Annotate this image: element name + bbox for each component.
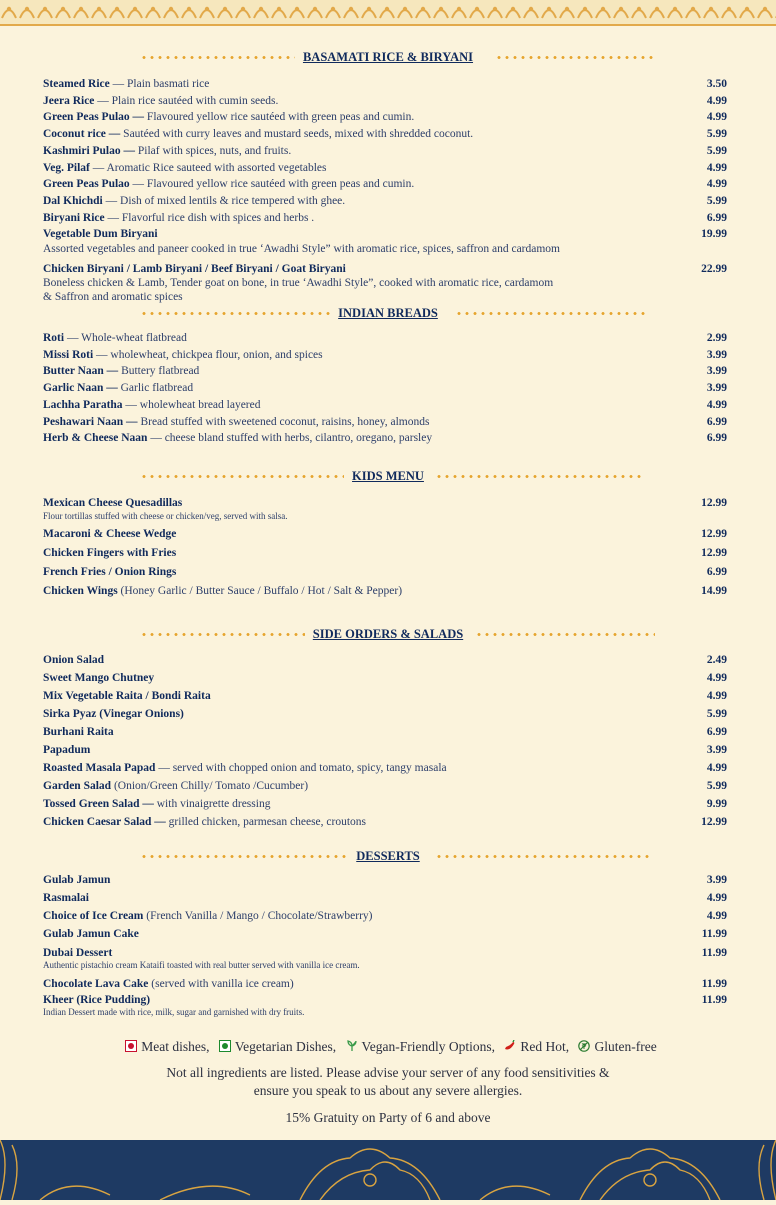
item-price: 6.99 (706, 211, 727, 224)
menu-item (43, 76, 733, 93)
menu-item (43, 363, 733, 380)
item-price: 3.50 (706, 78, 727, 90)
menu-item (43, 193, 733, 210)
item-description: Garlic flatbread (117, 382, 194, 395)
item-name: Sweet Mango Chutney (43, 672, 155, 684)
menu-item (43, 210, 733, 227)
menu-item (43, 582, 733, 601)
item-price: 6.99 (706, 415, 727, 428)
item-price: 3.99 (706, 744, 727, 756)
item-name: Coconut rice — (43, 128, 121, 141)
vegetarian-icon (219, 1040, 231, 1052)
item-price: 4.99 (706, 892, 727, 904)
item-name: Chicken Fingers with Fries (43, 547, 177, 559)
item-price: 5.99 (706, 144, 727, 157)
item-price: 4.99 (706, 398, 727, 411)
menu-item (43, 687, 733, 705)
menu-item (43, 741, 733, 759)
item-price: 2.99 (706, 332, 727, 344)
menu-item (43, 397, 733, 414)
menu-item (43, 143, 733, 160)
section-header (43, 304, 733, 322)
menu-item (43, 759, 733, 777)
item-name: Garden Salad (43, 780, 112, 792)
item-price: 6.99 (706, 726, 727, 738)
menu-item (43, 777, 733, 795)
menu-item: Vegetable Dum Biryani 19.99 Assorted vegetables and paneer cooked in true ‘Awadhi Style” with aromatic rice, spices, saffron and cardamom (43, 228, 727, 256)
item-price: 4.99 (706, 178, 727, 191)
item-name: Papadum (43, 744, 91, 756)
item-price: 12.99 (701, 547, 727, 559)
item-name: Butter Naan — (43, 365, 119, 378)
item-description: Buttery flatbread (118, 365, 200, 378)
item-name: Macaroni & Cheese Wedge (43, 528, 177, 540)
item-price: 6.99 (706, 432, 727, 445)
item-name: Steamed Rice (43, 78, 110, 90)
item-price: 4.99 (706, 910, 727, 922)
item-price: 14.99 (701, 585, 727, 597)
menu-item (43, 563, 733, 582)
menu-item (43, 330, 733, 347)
item-description: Flavoured yellow rice sautéed with green peas and cumin. (144, 111, 415, 124)
menu-item (43, 93, 733, 110)
item-name: Onion Salad (43, 654, 105, 666)
section-title: INDIAN BREADS (330, 304, 446, 322)
item-price: 5.99 (706, 194, 727, 207)
section-header (43, 847, 733, 865)
menu-item (43, 651, 733, 669)
item-price: 5.99 (706, 708, 727, 720)
item-description: — Flavorful rice dish with spices and herbs . (104, 211, 315, 224)
item-name: Lachha Paratha (43, 398, 123, 411)
item-name: Jeera Rice (43, 94, 95, 107)
item-price: 12.99 (701, 816, 727, 828)
item-name: Missi Roti (43, 348, 94, 361)
item-description: — Plain rice sautéed with cumin seeds. (94, 94, 279, 107)
item-price: 3.99 (706, 874, 727, 886)
item-price: 4.99 (706, 94, 727, 107)
section-header (43, 467, 733, 485)
gratuity-note: 15% Gratuity on Party of 6 and above (285, 1110, 491, 1125)
item-name: Peshawari Naan — (43, 415, 138, 428)
section-title: BASAMATI RICE & BIRYANI (295, 48, 481, 66)
item-name: Mix Vegetable Raita / Bondi Raita (43, 690, 211, 702)
menu-item (43, 126, 733, 143)
item-description: — Aromatic Rice sauteed with assorted vegetables (89, 161, 327, 174)
item-description: — Flavoured yellow rice sautéed with green peas and cumin. (129, 178, 415, 191)
item-name: Garlic Naan — (43, 382, 118, 395)
menu-item (43, 525, 733, 544)
section-title: SIDE ORDERS & SALADS (305, 625, 471, 643)
menu-item (43, 176, 733, 193)
scroll-ornament-icon (0, 0, 776, 24)
red-hot-chili-icon (504, 1040, 516, 1052)
section-title: DESSERTS (348, 847, 427, 865)
vegan-leaf-icon (346, 1040, 358, 1052)
item-description: (French Vanilla / Mango / Chocolate/Strawberry) (143, 910, 373, 922)
menu-item (43, 160, 733, 177)
mandala-ornament-icon (0, 1140, 776, 1200)
menu-item (43, 109, 733, 126)
item-price: 4.99 (706, 111, 727, 124)
section-header (43, 625, 733, 643)
item-description: — Plain basmati rice (109, 78, 210, 90)
item-price: 3.99 (706, 348, 727, 361)
item-name: Green Peas Pulao — (43, 111, 145, 124)
menu-item: Kheer (Rice Pudding) 11.99 Indian Dessert made with rice, milk, sugar and garnished with dry fruits. (43, 994, 727, 1017)
section-kids (43, 467, 733, 601)
item-description: Sautéed with curry leaves and mustard seeds, mixed with shredded coconut. (120, 128, 474, 141)
item-name: Biryani Rice (43, 211, 105, 224)
item-name: French Fries / Onion Rings (43, 566, 177, 578)
section-biryani (43, 48, 733, 304)
section-desserts (43, 847, 733, 1018)
item-name: Veg. Pilaf (43, 161, 90, 174)
menu-item (43, 430, 733, 447)
menu-item: Chocolate Lava Cake (served with vanilla ice cream) 11.99 (43, 978, 727, 990)
item-name: Tossed Green Salad — (43, 798, 154, 810)
item-description: — wholewheat bread layered (122, 398, 261, 411)
item-price: 12.99 (701, 528, 727, 540)
item-price: 9.99 (706, 798, 727, 810)
section-header (43, 48, 733, 66)
item-name: Choice of Ice Cream (43, 910, 144, 922)
menu-item (43, 414, 733, 431)
menu-item (43, 705, 733, 723)
item-name: Gulab Jamun Cake (43, 928, 139, 940)
item-price: 3.99 (706, 365, 727, 378)
menu-item: Chicken Biryani / Lamb Biryani / Beef Biryani / Goat Biryani 22.99 Boneless chicken & Lamb, Tender goat on bone, in true ‘Awadhi Style”, cooked with aromatic rice, cardamom & Saffron and aromatic spices (43, 262, 727, 303)
item-name: Chicken Wings (43, 585, 118, 597)
menu-item: Dubai Dessert 11.99 Authentic pistachio cream Kataifi toasted with real butter served with vanilla ice cream. (43, 947, 727, 970)
menu-item: Mexican Cheese Quesadillas 12.99 Flour tortillas stuffed with cheese or chicken/veg, served with salsa. (43, 497, 727, 521)
item-description: — cheese bland stuffed with herbs, cilantro, oregano, parsley (147, 432, 433, 445)
menu-item (43, 544, 733, 563)
menu-item (43, 813, 733, 831)
item-price: 4.99 (706, 762, 727, 774)
item-description: Pilaf with spices, nuts, and fruits. (135, 144, 292, 157)
item-name: Green Peas Pulao (43, 178, 130, 191)
decorative-top-border (0, 0, 776, 26)
allergy-note: Not all ingredients are listed. Please advise your server of any food sensitivities & ensure you speak to us about any severe allergies. (166, 1065, 610, 1098)
section-title: KIDS MENU (344, 467, 432, 485)
item-name: Gulab Jamun (43, 874, 111, 886)
item-description: Bread stuffed with sweetened coconut, raisins, honey, almonds (137, 415, 430, 428)
menu-item (43, 347, 733, 364)
item-name: Rasmalai (43, 892, 89, 904)
item-name: Chicken Caesar Salad — (43, 816, 166, 828)
menu-item (43, 669, 733, 687)
gluten-free-icon (578, 1040, 590, 1052)
item-description: — wholewheat, chickpea flour, onion, and spices (93, 348, 323, 361)
section-breads (43, 304, 733, 447)
item-price: 4.99 (706, 690, 727, 702)
menu-item (43, 795, 733, 813)
dietary-legend: Meat dishes, Vegetarian Dishes, Vegan-Friendly Options, Red Hot, Gluten-free (0, 1039, 776, 1055)
section-sides (43, 625, 733, 831)
item-price: 5.99 (706, 780, 727, 792)
item-description: (Onion/Green Chilly/ Tomato /Cucumber) (111, 780, 309, 792)
item-price: 6.99 (706, 566, 727, 578)
item-description: — served with chopped onion and tomato, spicy, tangy masala (155, 762, 447, 774)
item-name: Herb & Cheese Naan (43, 432, 148, 445)
item-name: Kashmiri Pulao — (43, 144, 136, 157)
menu-item (43, 925, 733, 943)
item-description: with vinaigrette dressing (153, 798, 271, 810)
menu-item (43, 871, 733, 889)
item-price: 2.49 (706, 654, 727, 666)
menu-item (43, 889, 733, 907)
item-description: — Whole-wheat flatbread (64, 332, 187, 344)
item-price: 4.99 (706, 161, 727, 174)
meat-icon (125, 1040, 137, 1052)
item-price: 3.99 (706, 382, 727, 395)
item-price: 5.99 (706, 128, 727, 141)
item-name: Dal Khichdi (43, 194, 103, 207)
menu-item (43, 723, 733, 741)
item-name: Burhani Raita (43, 726, 114, 738)
menu-item (43, 380, 733, 397)
menu-item (43, 907, 733, 925)
item-description: (Honey Garlic / Butter Sauce / Buffalo / Hot / Salt & Pepper) (117, 585, 403, 597)
item-description: — Dish of mixed lentils & rice tempered with ghee. (102, 194, 346, 207)
item-price: 11.99 (701, 928, 727, 940)
decorative-bottom-band (0, 1140, 776, 1200)
item-name: Sirka Pyaz (Vinegar Onions) (43, 708, 184, 720)
item-name: Roti (43, 332, 65, 344)
item-price: 4.99 (706, 672, 727, 684)
item-name: Roasted Masala Papad (43, 762, 156, 774)
item-description: grilled chicken, parmesan cheese, croutons (165, 816, 367, 828)
